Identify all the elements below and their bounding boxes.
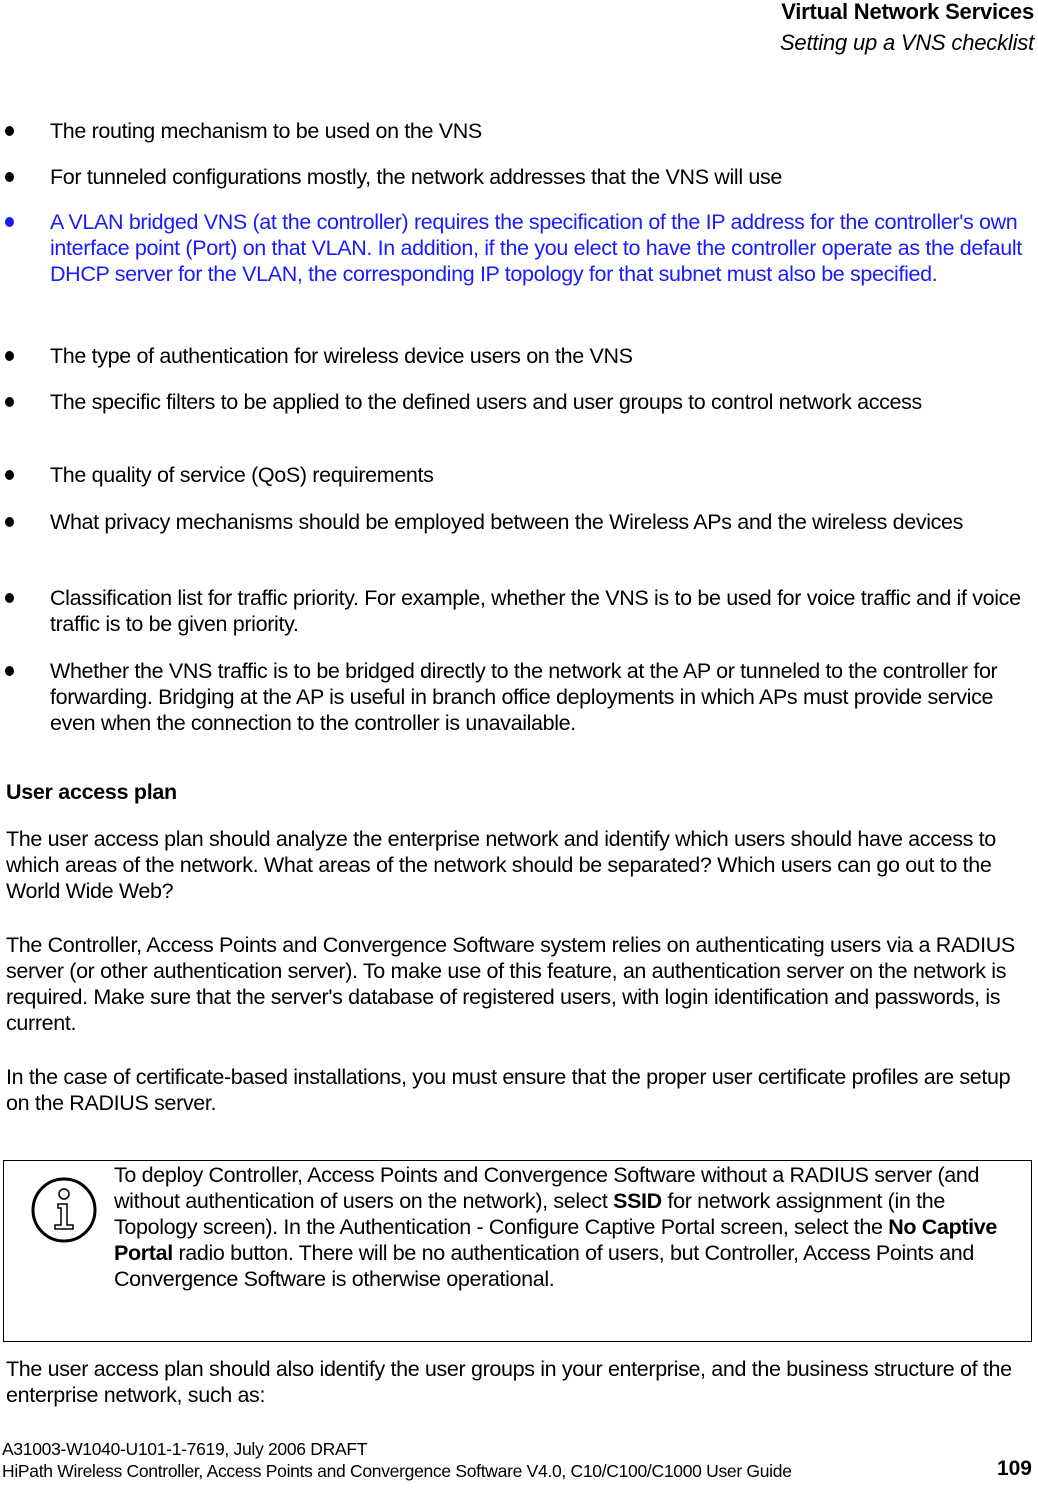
guide-title: HiPath Wireless Controller, Access Points and Convergence Software V4.0, C10/C100/C1000 User Guide <box>2 1461 792 1481</box>
info-icon <box>29 1175 99 1245</box>
no-captive-portal-term: No Captive Portal <box>114 1215 998 1265</box>
page-number: 109 <box>996 1457 1032 1480</box>
list-item-text: The quality of service (QoS) requirements <box>50 463 434 487</box>
document-id: A31003-W1040-U101-1-7619, July 2006 DRAFT <box>2 1439 368 1459</box>
paragraph: In the case of certificate-based installations, you must ensure that the proper user certificate profiles are setup on the RADIUS server. <box>6 1065 1011 1115</box>
ssid-term: SSID <box>613 1189 662 1213</box>
list-item-text: Classification list for traffic priority. For example, whether the VNS is to be used for voice traffic and if voice traffic is to be given priority. <box>50 586 1021 636</box>
list-item-text: The type of authentication for wireless device users on the VNS <box>50 344 633 368</box>
bullet-icon <box>5 172 14 182</box>
bullet-icon <box>5 351 14 361</box>
list-item-text: Whether the VNS traffic is to be bridged directly to the network at the AP or tunneled to the controller for forwarding. Bridging at the AP is useful in branch office deployments in which APs must provide service even when the connection to the controller is unavailable. <box>50 659 998 735</box>
chapter-title: Virtual Network Services <box>781 0 1034 24</box>
paragraph: The user access plan should analyze the enterprise network and identify which users should have access to which areas of the network. What areas of the network should be separated? Which users can go out to the World Wide Web? <box>6 827 996 903</box>
bullet-icon <box>5 126 14 136</box>
list-item-text: A VLAN bridged VNS (at the controller) requires the specification of the IP address for the controller's own interface point (Port) on that VLAN. In addition, if the you elect to have the controller operate as the default DHCP server for the VLAN, the corresponding IP topology for that subnet must also be specified. <box>50 210 1022 286</box>
note-text: To deploy Controller, Access Points and Convergence Software without a RADIUS server (and without authentication of users on the network), select SSID for network assignment (in the Topology screen). In the Authentication - Configure Captive Portal screen, select the No Captive Portal radio button. There will be no authentication of users, but Controller, Access Points and Convergence Software is otherwise operational. <box>114 1163 998 1291</box>
list-item-text: The specific filters to be applied to the defined users and user groups to control network access <box>50 390 922 414</box>
list-item-text: The routing mechanism to be used on the VNS <box>50 119 482 143</box>
bullet-icon <box>5 397 14 407</box>
bullet-icon <box>5 470 14 480</box>
bullet-icon <box>5 593 14 603</box>
note-box <box>3 1160 1032 1342</box>
bullet-icon <box>5 517 14 527</box>
section-heading: User access plan <box>6 780 177 804</box>
list-item-text: What privacy mechanisms should be employed between the Wireless APs and the wireless devices <box>50 510 964 534</box>
bullet-icon <box>5 217 14 227</box>
paragraph: The Controller, Access Points and Convergence Software system relies on authenticating users via a RADIUS server (or other authentication server). To make use of this feature, an authentication server on the network is required. Make sure that the server's database of registered users, with login identification and passwords, is current. <box>6 933 1015 1035</box>
section-title: Setting up a VNS checklist <box>779 30 1034 55</box>
bullet-icon <box>5 666 14 676</box>
list-item-text: For tunneled configurations mostly, the network addresses that the VNS will use <box>50 165 782 189</box>
paragraph: The user access plan should also identify the user groups in your enterprise, and the business structure of the enterprise network, such as: <box>6 1357 1012 1407</box>
